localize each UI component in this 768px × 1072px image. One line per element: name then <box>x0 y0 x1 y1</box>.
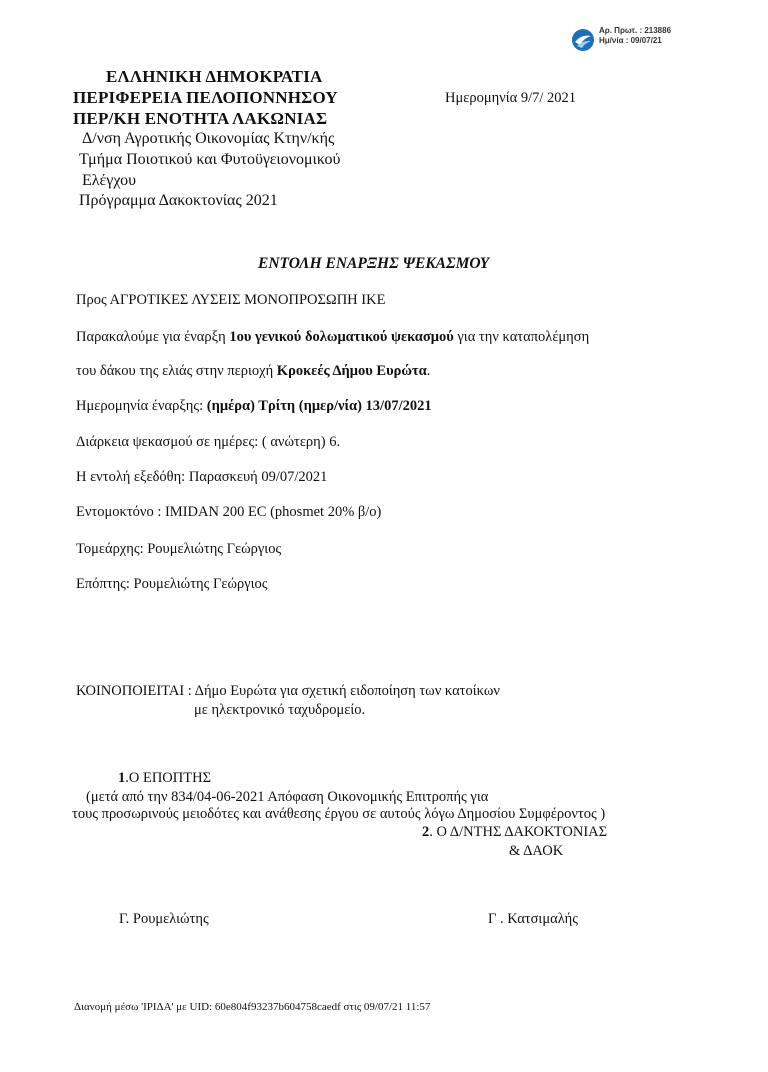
issued-line: Η εντολή εξεδόθη: Παρασκευή 09/07/2021 <box>76 469 328 485</box>
notify-method: με ηλεκτρονικό ταχυδρομείο. <box>194 702 366 718</box>
stamp-protocol-no: Αρ. Πρωτ. : 213886 <box>599 26 672 35</box>
signatory-2-number: 2 <box>422 824 430 840</box>
sector-head-line: Τομεάρχης: Ρουμελιώτης Γεώργιος <box>76 541 282 557</box>
start-date-value: (ημέρα) Τρίτη (ημερ/νία) 13/07/2021 <box>206 398 432 414</box>
signatory-1-name: Γ. Ρουμελιώτης <box>119 911 209 927</box>
signatory-1-note: (μετά από την 834/04-06-2021 Απόφαση Οικονομικής Επιτροπής για <box>86 789 489 805</box>
header-country: ΕΛΛΗΝΙΚΗ ΔΗΜΟΚΡΑΤΙΑ <box>106 67 323 86</box>
insecticide-line: Εντομοκτόνο : IMIDAN 200 EC (phosmet 20% β/ο) <box>76 504 382 520</box>
document-title: ΕΝΤΟΛΗ ΕΝΑΡΞΗΣ ΨΕΚΑΣΜΟΥ <box>258 255 490 272</box>
signatory-1-title <box>118 770 211 787</box>
start-date-label: Ημερομηνία έναρξης: <box>76 398 207 414</box>
header-department-cont: Ελέγχου <box>82 172 136 189</box>
signatory-1-note-cont: τους προσωρινούς μειοδότες και ανάθεσης έργου σε αυτούς λόγω Δημοσίου Συμφέροντος ) <box>72 806 606 822</box>
header-region: ΠΕΡΙΦΕΡΕΙΑ ΠΕΛΟΠΟΝΝΗΣΟΥ <box>73 88 338 107</box>
iris-logo-icon <box>571 28 595 52</box>
request-text-end: για την καταπολέμηση <box>453 329 590 345</box>
signatory-2-name: Γ . Κατσιμαλής <box>488 911 578 927</box>
signatory-1-role: .Ο ΕΠΟΠΤΗΣ <box>125 770 212 786</box>
distribution-footer: Διανομή μέσω 'ΙΡΙΔΑ' με UID: 60e804f93237b604758caedf στις 09/07/21 11:57 <box>74 1001 431 1013</box>
signatory-2-title-cont: & ΔΑΟΚ <box>509 843 564 859</box>
header-program: Πρόγραμμα Δακοκτονίας 2021 <box>79 192 278 209</box>
area-period: . <box>426 363 431 379</box>
supervisor-line: Επόπτης: Ρουμελιώτης Γεώργιος <box>76 576 268 592</box>
area-line <box>76 363 430 380</box>
recipient: Προς ΑΓΡΟΤΙΚΕΣ ΛΥΣΕΙΣ ΜΟΝΟΠΡΟΣΩΠΗ ΙΚΕ <box>76 292 386 308</box>
duration-line: Διάρκεια ψεκασμού σε ημέρες: ( ανώτερη) 6. <box>76 434 341 450</box>
notify-line: ΚΟΙΝΟΠΟΙΕΙΤΑΙ : Δήμο Ευρώτα για σχετική ειδοποίηση των κατοίκων <box>76 683 500 699</box>
signatory-1-number: 1 <box>118 770 126 786</box>
header-directorate: Δ/νση Αγροτικής Οικονομίας Κτην/κής <box>82 130 335 147</box>
area-text: του δάκου της ελιάς στην περιοχή <box>76 363 277 379</box>
stamp-protocol-date: Ημ/νία : 09/07/21 <box>599 36 662 45</box>
header-department: Τμήμα Ποιοτικού και Φυτοϋγειονομικού <box>79 151 341 168</box>
area-name: Κροκεές Δήμου Ευρώτα <box>276 363 427 379</box>
iris-stamp <box>571 22 701 56</box>
start-date-line <box>76 398 432 415</box>
signatory-2-title <box>422 824 607 841</box>
signatory-2-role: . Ο Δ/ΝΤΗΣ ΔΑΚΟΚΤΟΝΙΑΣ <box>429 824 608 840</box>
document-date: Ημερομηνία 9/7/ 2021 <box>445 90 577 106</box>
header-unit: ΠΕΡ/ΚΗ ΕΝΟΤΗΤΑ ΛΑΚΩΝΙΑΣ <box>73 109 328 128</box>
request-text: Παρακαλούμε για έναρξη <box>76 329 230 345</box>
request-line <box>76 329 589 346</box>
spray-type: 1ου γενικού δολωματικού ψεκασμού <box>229 329 454 345</box>
